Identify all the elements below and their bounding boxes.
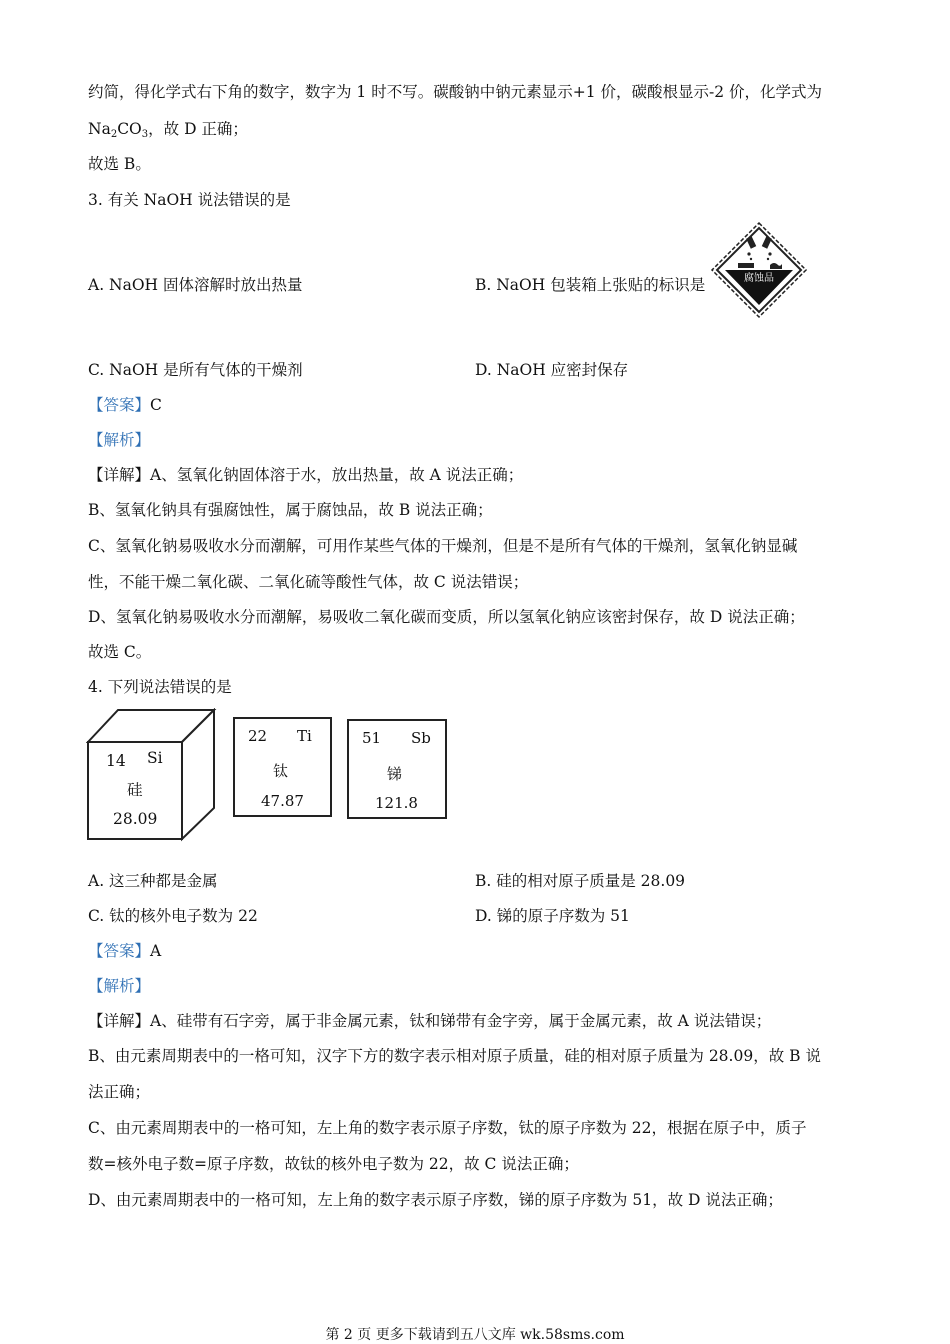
element-symbol: Si [147,749,163,767]
atomic-number: 51 [362,729,382,747]
corrosive-sign-icon [710,221,808,319]
q4-option-c: C. 钛的核外电子数为 22 [88,907,258,925]
q4-detail-b-cont: 法正确； [88,1083,151,1101]
page-footer: 第 2 页 更多下载请到五八文库 wk.58sms.com [325,1327,625,1343]
text-line: 故选 B。 [88,155,151,173]
q4-option-a: A. 这三种都是金属 [88,872,218,890]
q4-detail-d: D、由元素周期表中的一格可知，左上角的数字表示原子序数，锑的原子序数为 51，故 D 说法正确； [88,1191,783,1209]
element-tile-sb [347,719,447,819]
q3-detail-c: C、氢氧化钠易吸收水分而潮解，可用作某些气体的干燥剂，但是不是所有气体的干燥剂，氢氧化钠显碱 [88,537,798,555]
q4-detail-a: 【详解】A、硅带有石字旁，属于非金属元素，钛和锑带有金字旁，属于金属元素，故 A 说法错误； [88,1012,772,1030]
q3-conclusion: 故选 C。 [88,643,152,661]
atomic-mass: 47.87 [261,792,304,810]
q4-answer: 【答案】A [88,942,162,960]
q4-detail-c: C、由元素周期表中的一格可知，左上角的数字表示原子序数，钛的原子序数为 22，根据在原子中，质子 [88,1119,807,1137]
q3-detail-d: D、氢氧化钠易吸收水分而潮解，易吸收二氧化碳而变质，所以氢氧化钠应该密封保存，故 D 说法正确； [88,608,805,626]
q3-option-d: D. NaOH 应密封保存 [475,361,629,379]
question-4-stem: 4. 下列说法错误的是 [88,678,232,696]
element-name: 钛 [273,762,289,780]
q3-detail-a: 【详解】A、氢氧化钠固体溶于水，放出热量，故 A 说法正确； [88,466,524,484]
atomic-mass: 121.8 [375,794,418,812]
q3-option-b: B. NaOH 包装箱上张贴的标识是 [475,276,706,294]
question-3-stem: 3. 有关 NaOH 说法错误的是 [88,191,291,209]
q4-option-d: D. 锑的原子序数为 51 [475,907,630,925]
q3-analysis-tag: 【解析】 [88,431,151,449]
corrosive-sign-label: 腐蚀品 [744,273,774,284]
element-tile-si [88,742,182,839]
atomic-mass: 28.09 [113,810,158,828]
element-symbol: Sb [411,729,431,747]
q4-detail-c-cont: 数=核外电子数=原子序数，故钛的核外电子数为 22，故 C 说法正确； [88,1155,579,1173]
q3-option-c: C. NaOH 是所有气体的干燥剂 [88,361,303,379]
q3-option-a: A. NaOH 固体溶解时放出热量 [88,276,303,294]
formula-line: $Na_2CO_3$，故 D 正确； [88,120,248,140]
q3-detail-c-cont: 性，不能干燥二氧化碳、二氧化硫等酸性气体，故 C 说法错误； [88,573,529,591]
element-symbol: Ti [297,727,312,745]
element-name: 硅 [127,781,143,799]
atomic-number: 22 [248,727,268,745]
q4-option-b: B. 硅的相对原子质量是 28.09 [475,872,686,890]
text-line: 约简，得化学式右下角的数字，数字为 1 时不写。碳酸钠中钠元素显示+1 价，碳酸根显示-2 价，化学式为 [88,83,823,101]
q3-detail-b: B、氢氧化钠具有强腐蚀性，属于腐蚀品，故 B 说法正确； [88,501,493,519]
atomic-number: 14 [106,752,126,770]
element-tile-ti [233,717,332,817]
q3-answer: 【答案】C [88,396,162,414]
q4-analysis-tag: 【解析】 [88,977,151,995]
element-name: 锑 [387,765,403,783]
q4-detail-b: B、由元素周期表中的一格可知，汉字下方的数字表示相对原子质量，硅的相对原子质量为 28.09，故 B 说 [88,1047,821,1065]
